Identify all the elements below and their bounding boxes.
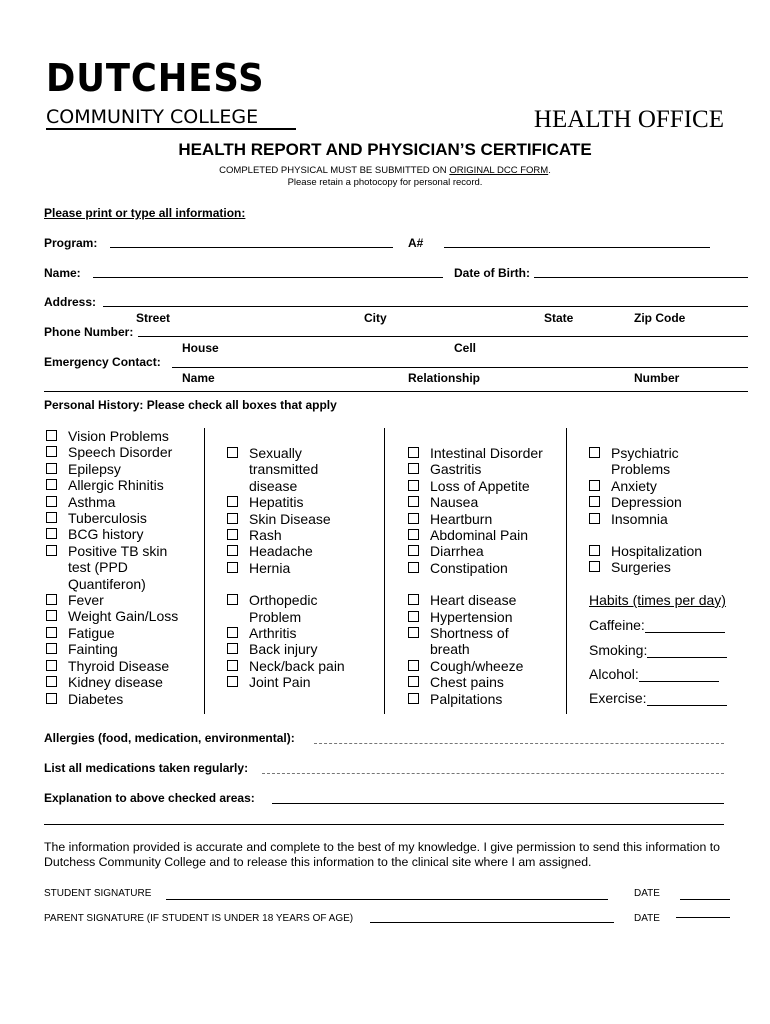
history-item[interactable] [227,625,382,641]
checkbox[interactable] [408,611,419,622]
address-field[interactable] [103,306,748,307]
history-item[interactable] [227,445,382,461]
history-item[interactable] [46,461,206,477]
history-item[interactable] [408,560,566,576]
personal-history-heading: Personal History: Please check all boxes that apply [44,398,337,412]
history-item-label: Neck/back pain [249,657,345,674]
checkbox[interactable] [408,480,419,491]
explanation-label: Explanation to above checked areas: [44,791,255,805]
history-item[interactable] [46,625,206,641]
checkbox[interactable] [227,627,238,638]
history-column-2 [227,445,382,691]
checkbox[interactable] [46,643,57,654]
history-item[interactable] [589,511,739,527]
history-item-label: Back injury [249,641,318,658]
history-item[interactable] [408,592,566,608]
history-item[interactable] [46,428,206,444]
history-item-continuation [408,641,566,657]
history-item-label: Insomnia [611,510,668,527]
a-number-label: A# [408,236,424,250]
history-item-label: Kidney disease [68,674,163,691]
history-item[interactable] [46,641,206,657]
history-item-label: disease [249,477,298,494]
checkbox[interactable] [408,660,419,671]
history-item-continuation [227,478,382,494]
history-item[interactable] [46,658,206,674]
history-item[interactable] [46,674,206,690]
college-logo-subtitle: COMMUNITY COLLEGE [46,106,296,130]
history-item[interactable] [589,543,739,559]
history-item-label: Quantiferon) [68,575,146,592]
checkbox[interactable] [408,676,419,687]
history-item-label: Heart disease [430,592,517,609]
history-item[interactable] [408,511,566,527]
checkbox[interactable] [227,562,238,573]
history-item-label: Heartburn [430,510,493,527]
parent-signature-label: PARENT SIGNATURE (IF STUDENT IS UNDER 18 YEARS OF AGE) [44,913,354,924]
checkbox[interactable] [408,496,419,507]
history-item-label: Orthopedic [249,592,318,609]
history-item-label: Depression [611,494,682,511]
exercise-label: Exercise: [589,690,647,706]
checkbox[interactable] [227,447,238,458]
history-item-label: Speech Disorder [68,444,173,461]
checkbox[interactable] [46,693,57,704]
checkbox[interactable] [46,512,57,523]
ec-relationship-caption: Relationship [408,371,481,385]
parent-signature-field[interactable] [370,922,614,923]
submission-note-emphasis: ORIGINAL DCC FORM [449,165,549,176]
program-field[interactable] [110,247,393,248]
history-item-label: Problem [249,608,302,625]
explanation-field[interactable] [272,803,724,804]
history-item-label: Fainting [68,641,118,658]
checkbox[interactable] [589,561,600,572]
checkbox[interactable] [589,545,600,556]
history-item[interactable] [408,658,566,674]
history-column-4 [589,445,739,576]
history-item-label: Anxiety [611,477,657,494]
allergies-field[interactable] [314,743,724,744]
checkbox[interactable] [408,693,419,704]
history-item-continuation [227,461,382,477]
history-item-continuation [227,609,382,625]
checkbox[interactable] [46,430,57,441]
history-item[interactable] [589,494,739,510]
history-item[interactable] [408,625,566,641]
history-item-label: Chest pains [430,674,504,691]
history-item-label: Abdominal Pain [430,527,529,544]
print-instruction: Please print or type all information: [44,206,246,220]
checkbox[interactable] [227,594,238,605]
city-caption: City [364,311,387,325]
checkbox[interactable] [408,594,419,605]
history-item-label: Asthma [68,493,116,510]
checkbox[interactable] [46,610,57,621]
dob-field[interactable] [534,277,748,278]
checkbox[interactable] [408,545,419,556]
history-item-label: Rash [249,527,282,544]
history-item-label: Sexually [249,445,302,461]
history-item-label: Vision Problems [68,428,169,444]
history-item[interactable] [46,543,206,559]
history-item-label: Skin Disease [249,510,331,527]
submission-note-end: . [548,165,551,176]
history-item-label: Fever [68,592,104,609]
exercise-row [589,690,727,706]
checkbox[interactable] [589,480,600,491]
checkbox[interactable] [227,513,238,524]
history-item-label: Diabetes [68,690,124,707]
history-item-label: Nausea [430,494,479,511]
caffeine-row [589,617,725,633]
history-item[interactable] [46,510,206,526]
checkbox[interactable] [227,643,238,654]
history-item[interactable] [227,494,382,510]
history-item[interactable] [589,478,739,494]
checkbox[interactable] [46,594,57,605]
section-divider [44,391,748,392]
smoking-row [589,642,727,658]
history-item-label: BCG history [68,526,144,543]
checkbox[interactable] [408,513,419,524]
history-item[interactable] [227,658,382,674]
checkbox[interactable] [46,496,57,507]
column-divider-2 [384,428,385,714]
retain-note: Please retain a photocopy for personal record. [287,177,483,188]
alcohol-label: Alcohol: [589,666,639,682]
history-item[interactable] [46,691,206,707]
history-item[interactable] [408,494,566,510]
history-item[interactable] [408,609,566,625]
checkbox[interactable] [589,513,600,524]
form-title: HEALTH REPORT AND PHYSICIAN’S CERTIFICATE [178,140,592,159]
caffeine-label: Caffeine: [589,617,645,633]
history-item-label: transmitted [249,461,319,478]
history-item-label: Intestinal Disorder [430,445,543,461]
history-item[interactable] [408,445,566,461]
checkbox[interactable] [227,660,238,671]
history-item-label: Constipation [430,559,508,576]
checkbox[interactable] [408,463,419,474]
student-signature-field[interactable] [166,899,608,900]
ec-number-caption: Number [634,371,680,385]
phone-field[interactable] [138,336,748,337]
medications-field[interactable] [262,773,724,774]
history-item-label: Allergic Rhinitis [68,477,164,494]
checkbox[interactable] [589,496,600,507]
exercise-field[interactable] [647,693,727,706]
history-item-label: Loss of Appetite [430,477,530,494]
history-item[interactable] [408,461,566,477]
history-item[interactable] [408,478,566,494]
history-column-1 [46,428,206,707]
history-item-continuation [46,559,206,575]
history-item[interactable] [46,494,206,510]
smoking-field[interactable] [647,645,727,658]
alcohol-row [589,666,719,682]
checkbox[interactable] [408,627,419,638]
history-item[interactable] [227,543,382,559]
history-item-label: Palpitations [430,690,503,707]
name-field[interactable] [93,277,443,278]
history-item[interactable] [589,559,739,575]
alcohol-field[interactable] [639,669,719,682]
ec-name-caption: Name [182,371,215,385]
history-item-label: Diarrhea [430,543,484,560]
history-item[interactable] [408,527,566,543]
smoking-label: Smoking: [589,642,648,658]
dob-label: Date of Birth: [454,266,530,280]
college-logo-name: DUTCHESS [46,56,265,100]
history-item-label: breath [430,641,470,658]
zip-caption: Zip Code [634,311,686,325]
history-item[interactable] [227,641,382,657]
checkbox[interactable] [589,447,600,458]
history-item-label: Hepatitis [249,494,304,511]
history-column-3 [408,445,566,707]
history-item-label: Gastritis [430,461,482,478]
history-item[interactable] [589,445,739,461]
history-item-label: Shortness of [430,625,509,642]
history-item[interactable] [227,560,382,576]
history-item-label: Psychiatric [611,445,679,461]
history-item-label: Cough/wheeze [430,657,524,674]
history-item-label: Positive TB skin [68,542,168,559]
checkbox[interactable] [227,676,238,687]
checkbox[interactable] [408,562,419,573]
history-item-label: Weight Gain/Loss [68,608,179,625]
history-item-label: Joint Pain [249,674,311,691]
history-item[interactable] [227,674,382,690]
history-item-label: test (PPD [68,559,128,576]
date-label: DATE [634,913,660,924]
checkbox[interactable] [46,463,57,474]
history-item-label: Epilepsy [68,460,121,477]
history-item-label: Hospitalization [611,543,703,560]
a-number-field[interactable] [444,247,710,248]
history-item-label: Thyroid Disease [68,657,170,674]
checkbox[interactable] [46,528,57,539]
spacer [589,527,739,543]
allergies-label: Allergies (food, medication, environmental): [44,731,295,745]
caffeine-field[interactable] [645,620,725,633]
history-item[interactable] [46,526,206,542]
history-item[interactable] [227,527,382,543]
cell-caption: Cell [454,341,477,355]
checkbox[interactable] [46,446,57,457]
explanation-field-2[interactable] [44,824,724,825]
checkbox[interactable] [408,447,419,458]
history-item-label: Hernia [249,559,291,576]
phone-label: Phone Number: [44,325,134,339]
history-item[interactable] [227,592,382,608]
history-item-continuation [46,576,206,592]
checkbox[interactable] [46,545,57,556]
checkbox[interactable] [227,529,238,540]
submission-note-text: COMPLETED PHYSICAL MUST BE SUBMITTED ON [219,165,450,176]
office-title: HEALTH OFFICE [533,106,724,133]
history-item-label: Surgeries [611,559,671,576]
checkbox[interactable] [46,479,57,490]
checkbox[interactable] [408,529,419,540]
checkbox[interactable] [46,660,57,671]
history-item-label: Hypertension [430,608,513,625]
program-label: Program: [44,236,98,250]
spacer [227,576,382,592]
attestation-text: The information provided is accurate and complete to the best of my knowledge. I give permission to send this information to Dutchess Community College and to release this information to the clinical site where I am assigned. [44,840,720,869]
history-item[interactable] [408,691,566,707]
emergency-contact-label: Emergency Contact: [44,355,161,369]
house-caption: House [182,341,219,355]
street-caption: Street [136,311,171,325]
history-item[interactable] [408,543,566,559]
column-divider-3 [566,428,567,714]
student-date-field[interactable] [680,899,730,900]
history-item[interactable] [46,444,206,460]
history-item[interactable] [227,511,382,527]
habits-heading: Habits (times per day) [589,592,726,608]
date-label: DATE [634,888,660,899]
parent-date-field[interactable] [676,917,730,918]
checkbox[interactable] [227,545,238,556]
history-item[interactable] [46,592,206,608]
history-item[interactable] [408,674,566,690]
student-signature-label: STUDENT SIGNATURE [44,888,152,899]
address-label: Address: [44,295,97,309]
submission-note [0,165,770,176]
history-item-label: Fatigue [68,624,115,641]
medications-label: List all medications taken regularly: [44,761,249,775]
name-label: Name: [44,266,81,280]
history-item-continuation [589,461,739,477]
history-item-label: Tuberculosis [68,510,147,527]
emergency-contact-field[interactable] [172,367,748,368]
history-item[interactable] [46,477,206,493]
history-item-label: Headache [249,543,313,560]
history-item-label: Problems [611,461,671,478]
history-item[interactable] [46,608,206,624]
checkbox[interactable] [46,627,57,638]
checkbox[interactable] [227,496,238,507]
history-item-label: Arthritis [249,625,297,642]
spacer [408,576,566,592]
checkbox[interactable] [46,676,57,687]
state-caption: State [544,311,574,325]
